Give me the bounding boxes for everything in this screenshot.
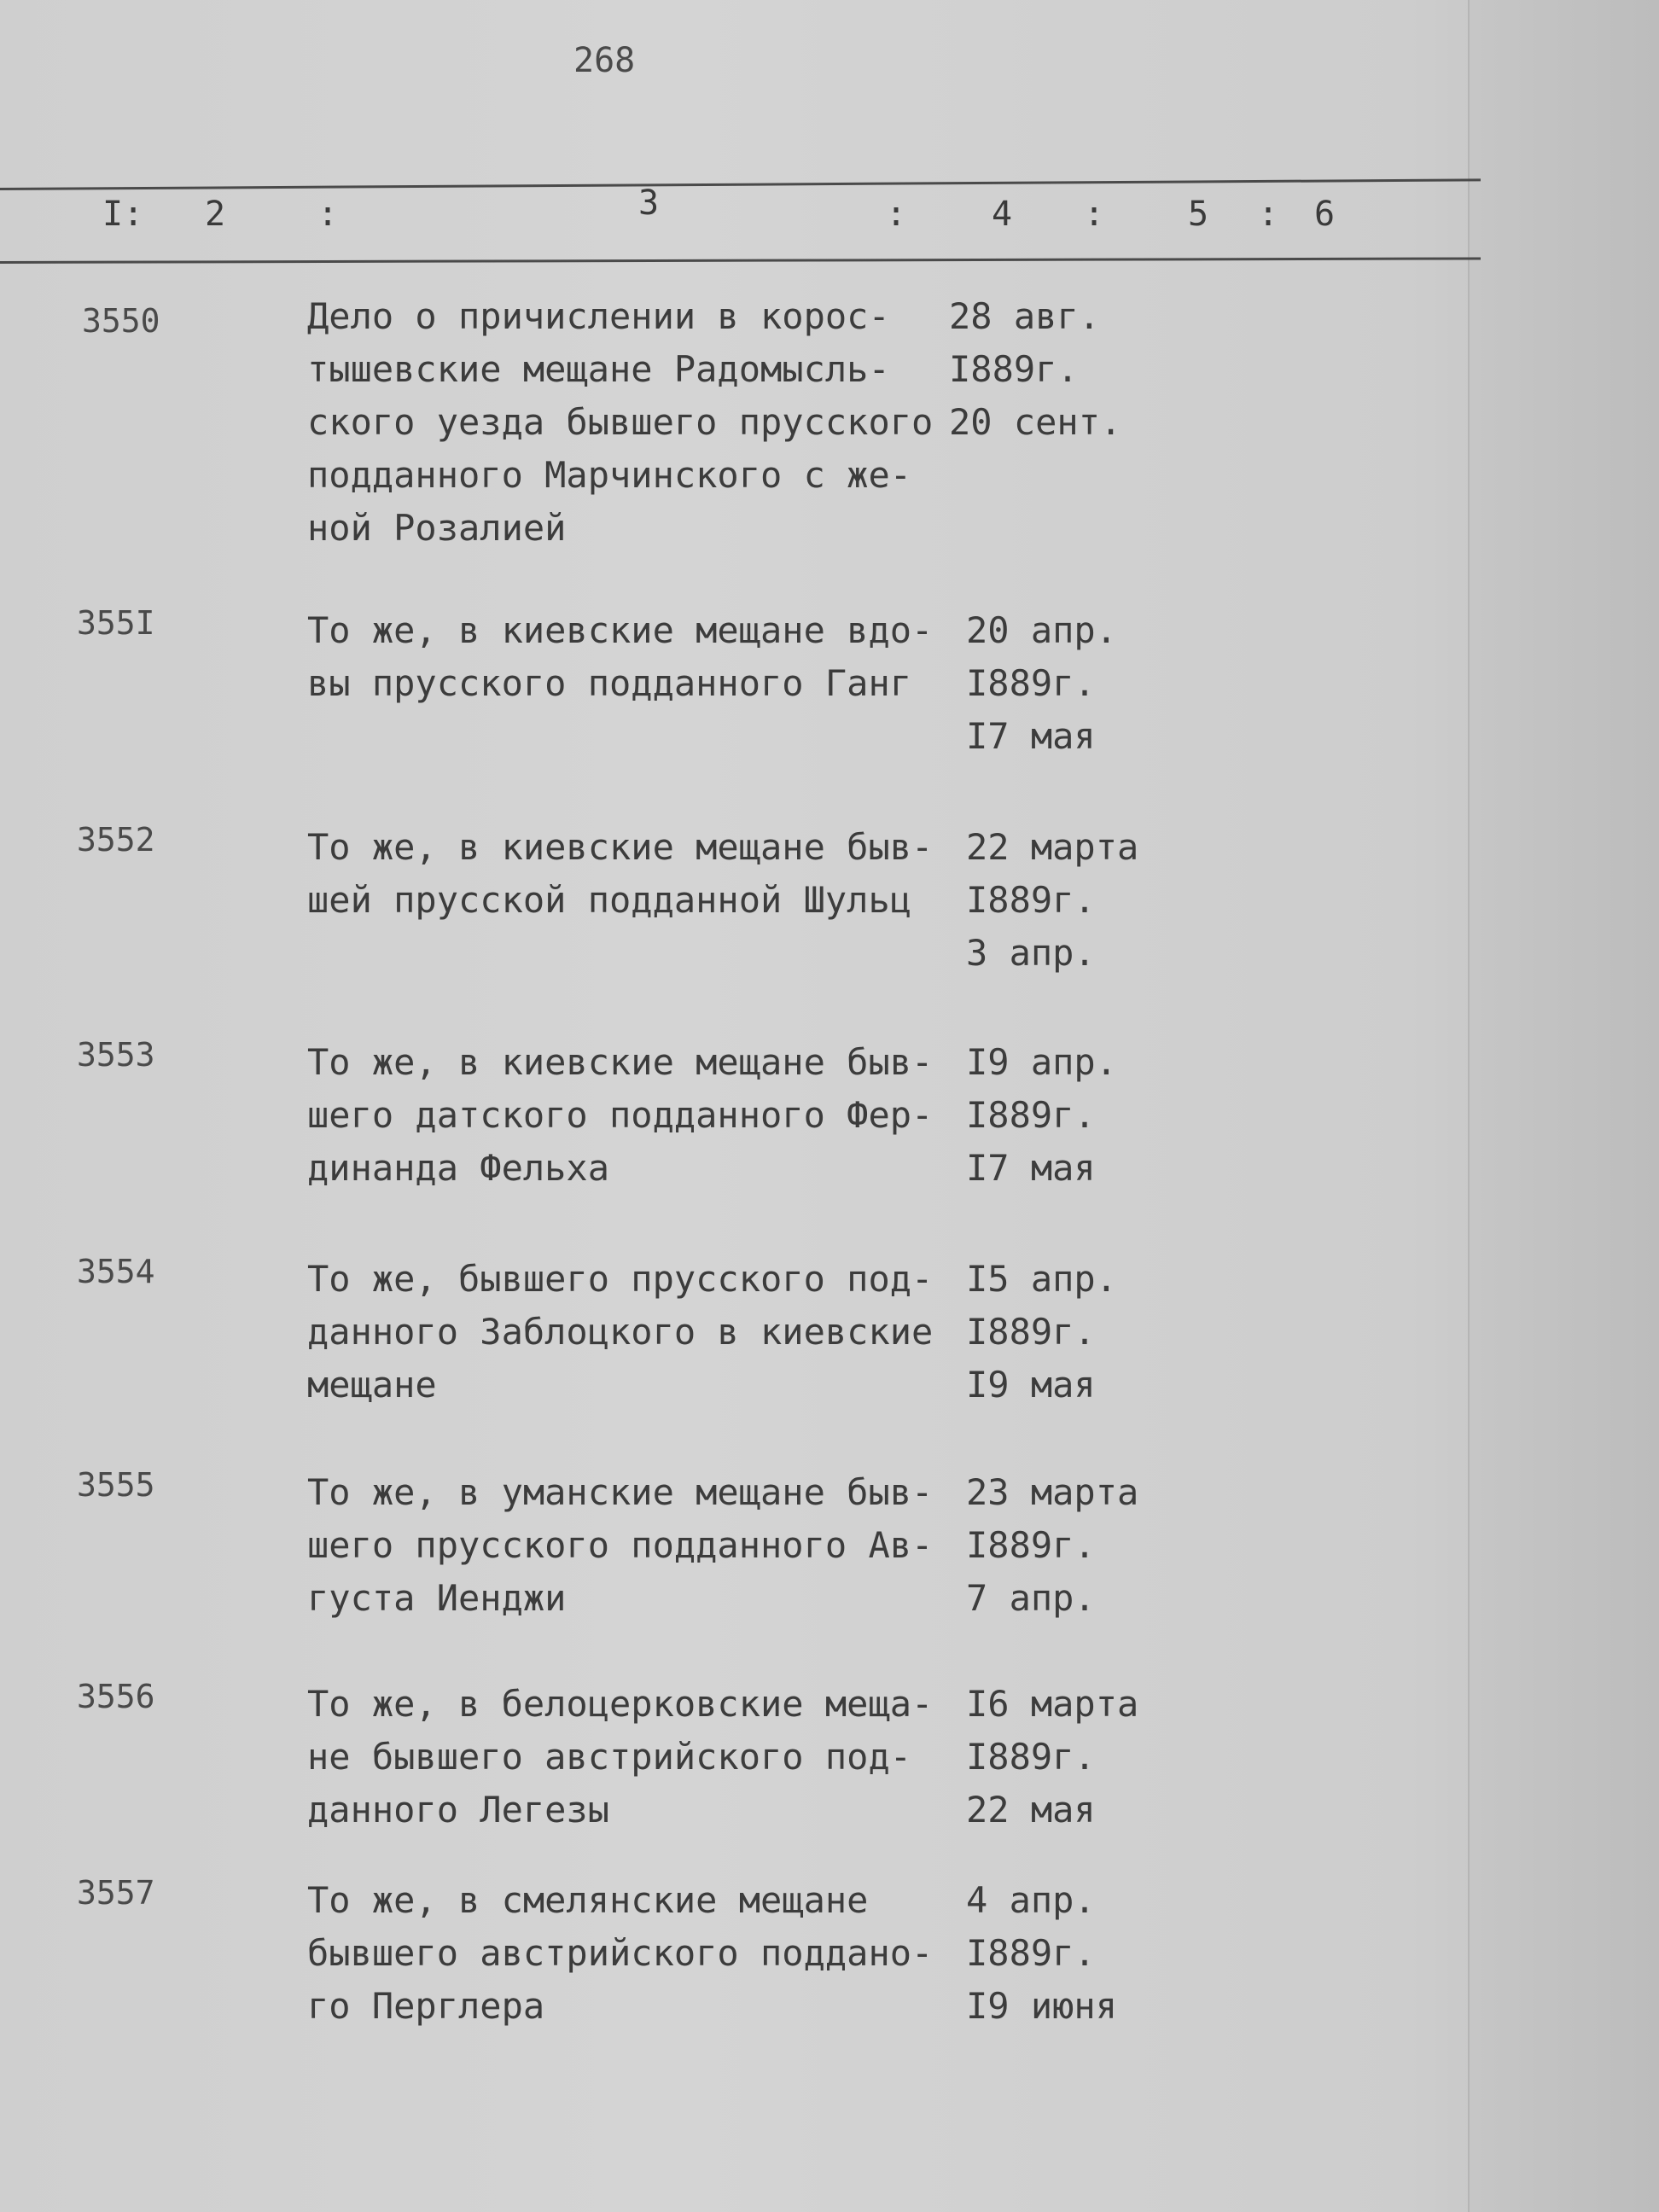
date-line: I9 июня [966,1985,1118,2027]
description-line: То же, в белоцерковские меща- [307,1683,934,1725]
description-line: густа Иенджи [307,1577,567,1619]
date-line: I889г. [966,1932,1096,1974]
date-line: I7 мая [966,1147,1096,1189]
page-number: 268 [573,41,636,80]
entry-number: 3552 [77,821,155,859]
entry-number: 3554 [77,1253,155,1290]
entry-number: 3555 [77,1466,155,1504]
entry-number: 3556 [77,1678,155,1715]
description-line: тышевские мещане Радомысль- [307,348,890,390]
date-line: I889г. [966,662,1096,704]
entry-description [307,1466,956,1625]
entry-number: 3550 [82,302,160,340]
table-header-bottom-rule [0,257,1481,264]
column-header-2: 2 [205,195,226,234]
date-line: I889г. [949,348,1079,390]
date-line: I889г. [966,1736,1096,1778]
date-line: I889г. [966,1311,1096,1353]
description-line: динанда Фельха [307,1147,610,1189]
entry-description [307,604,956,710]
date-line: 3 апр. [966,932,1096,974]
entry-description [307,821,956,927]
description-line: данного Легезы [307,1789,610,1831]
date-line: 28 авг. [949,295,1101,337]
description-line: не бывшего австрийского под- [307,1736,912,1778]
column-header-5: 5 [1188,195,1209,234]
table-header-top-rule [0,178,1481,190]
description-line: шего датского подданного Фер- [307,1094,934,1136]
date-line: 20 сент. [949,401,1122,443]
description-line: мещане [307,1364,437,1406]
date-line: 22 марта [966,826,1139,868]
date-line: 23 марта [966,1471,1139,1513]
date-line: 7 апр. [966,1577,1096,1619]
entry-description [307,1036,956,1195]
description-line: бывшего австрийского поддано- [307,1932,934,1974]
description-line: ной Розалией [307,507,567,549]
entry-dates [966,821,1188,980]
column-header-1: I: [102,195,144,234]
entry-description [307,290,956,555]
entry-dates [966,1253,1188,1412]
column-header-3: 3 [638,183,660,223]
entry-dates [966,604,1188,763]
entry-description [307,1874,956,2033]
date-line: 20 апр. [966,609,1118,651]
description-line: То же, бывшего прусского под- [307,1258,934,1300]
entry-number: 355I [77,604,155,642]
entry-description [307,1678,956,1837]
description-line: вы прусского подданного Ганг [307,662,912,704]
description-line: То же, в киевские мещане быв- [307,826,934,868]
date-line: I6 марта [966,1683,1139,1725]
date-line: I5 апр. [966,1258,1118,1300]
entry-dates [966,1678,1188,1837]
date-line: I9 апр. [966,1041,1118,1083]
description-line: Дело о причислении в корос- [307,295,890,337]
column-separator: : [317,195,339,234]
date-line: I7 мая [966,715,1096,757]
description-line: То же, в уманские мещане быв- [307,1471,934,1513]
description-line: шего прусского подданного Ав- [307,1524,934,1566]
column-separator: : [1084,195,1105,234]
entry-dates [966,1036,1188,1195]
date-line: I889г. [966,1524,1096,1566]
entry-number: 3553 [77,1036,155,1074]
entry-dates [966,1466,1188,1625]
column-header-6: 6 [1314,195,1336,234]
column-separator: : [1258,195,1279,234]
column-header-4: 4 [992,195,1013,234]
description-line: То же, в киевские мещане вдо- [307,609,934,651]
column-separator: : [886,195,907,234]
entry-dates [966,1874,1188,2033]
description-line: го Перглера [307,1985,545,2027]
entry-dates [949,290,1171,449]
page-edge-shadow [1468,0,1659,2212]
date-line: I889г. [966,879,1096,921]
description-line: То же, в киевские мещане быв- [307,1041,934,1083]
description-line: подданного Марчинского с же- [307,454,912,496]
description-line: шей прусской подданной Шульц [307,879,912,921]
date-line: I9 мая [966,1364,1096,1406]
entry-description [307,1253,956,1412]
description-line: То же, в смелянские мещане [307,1879,869,1921]
description-line: ского уезда бывшего прусского [307,401,934,443]
entry-number: 3557 [77,1874,155,1912]
date-line: 22 мая [966,1789,1096,1831]
date-line: I889г. [966,1094,1096,1136]
description-line: данного Заблоцкого в киевские [307,1311,934,1353]
date-line: 4 апр. [966,1879,1096,1921]
